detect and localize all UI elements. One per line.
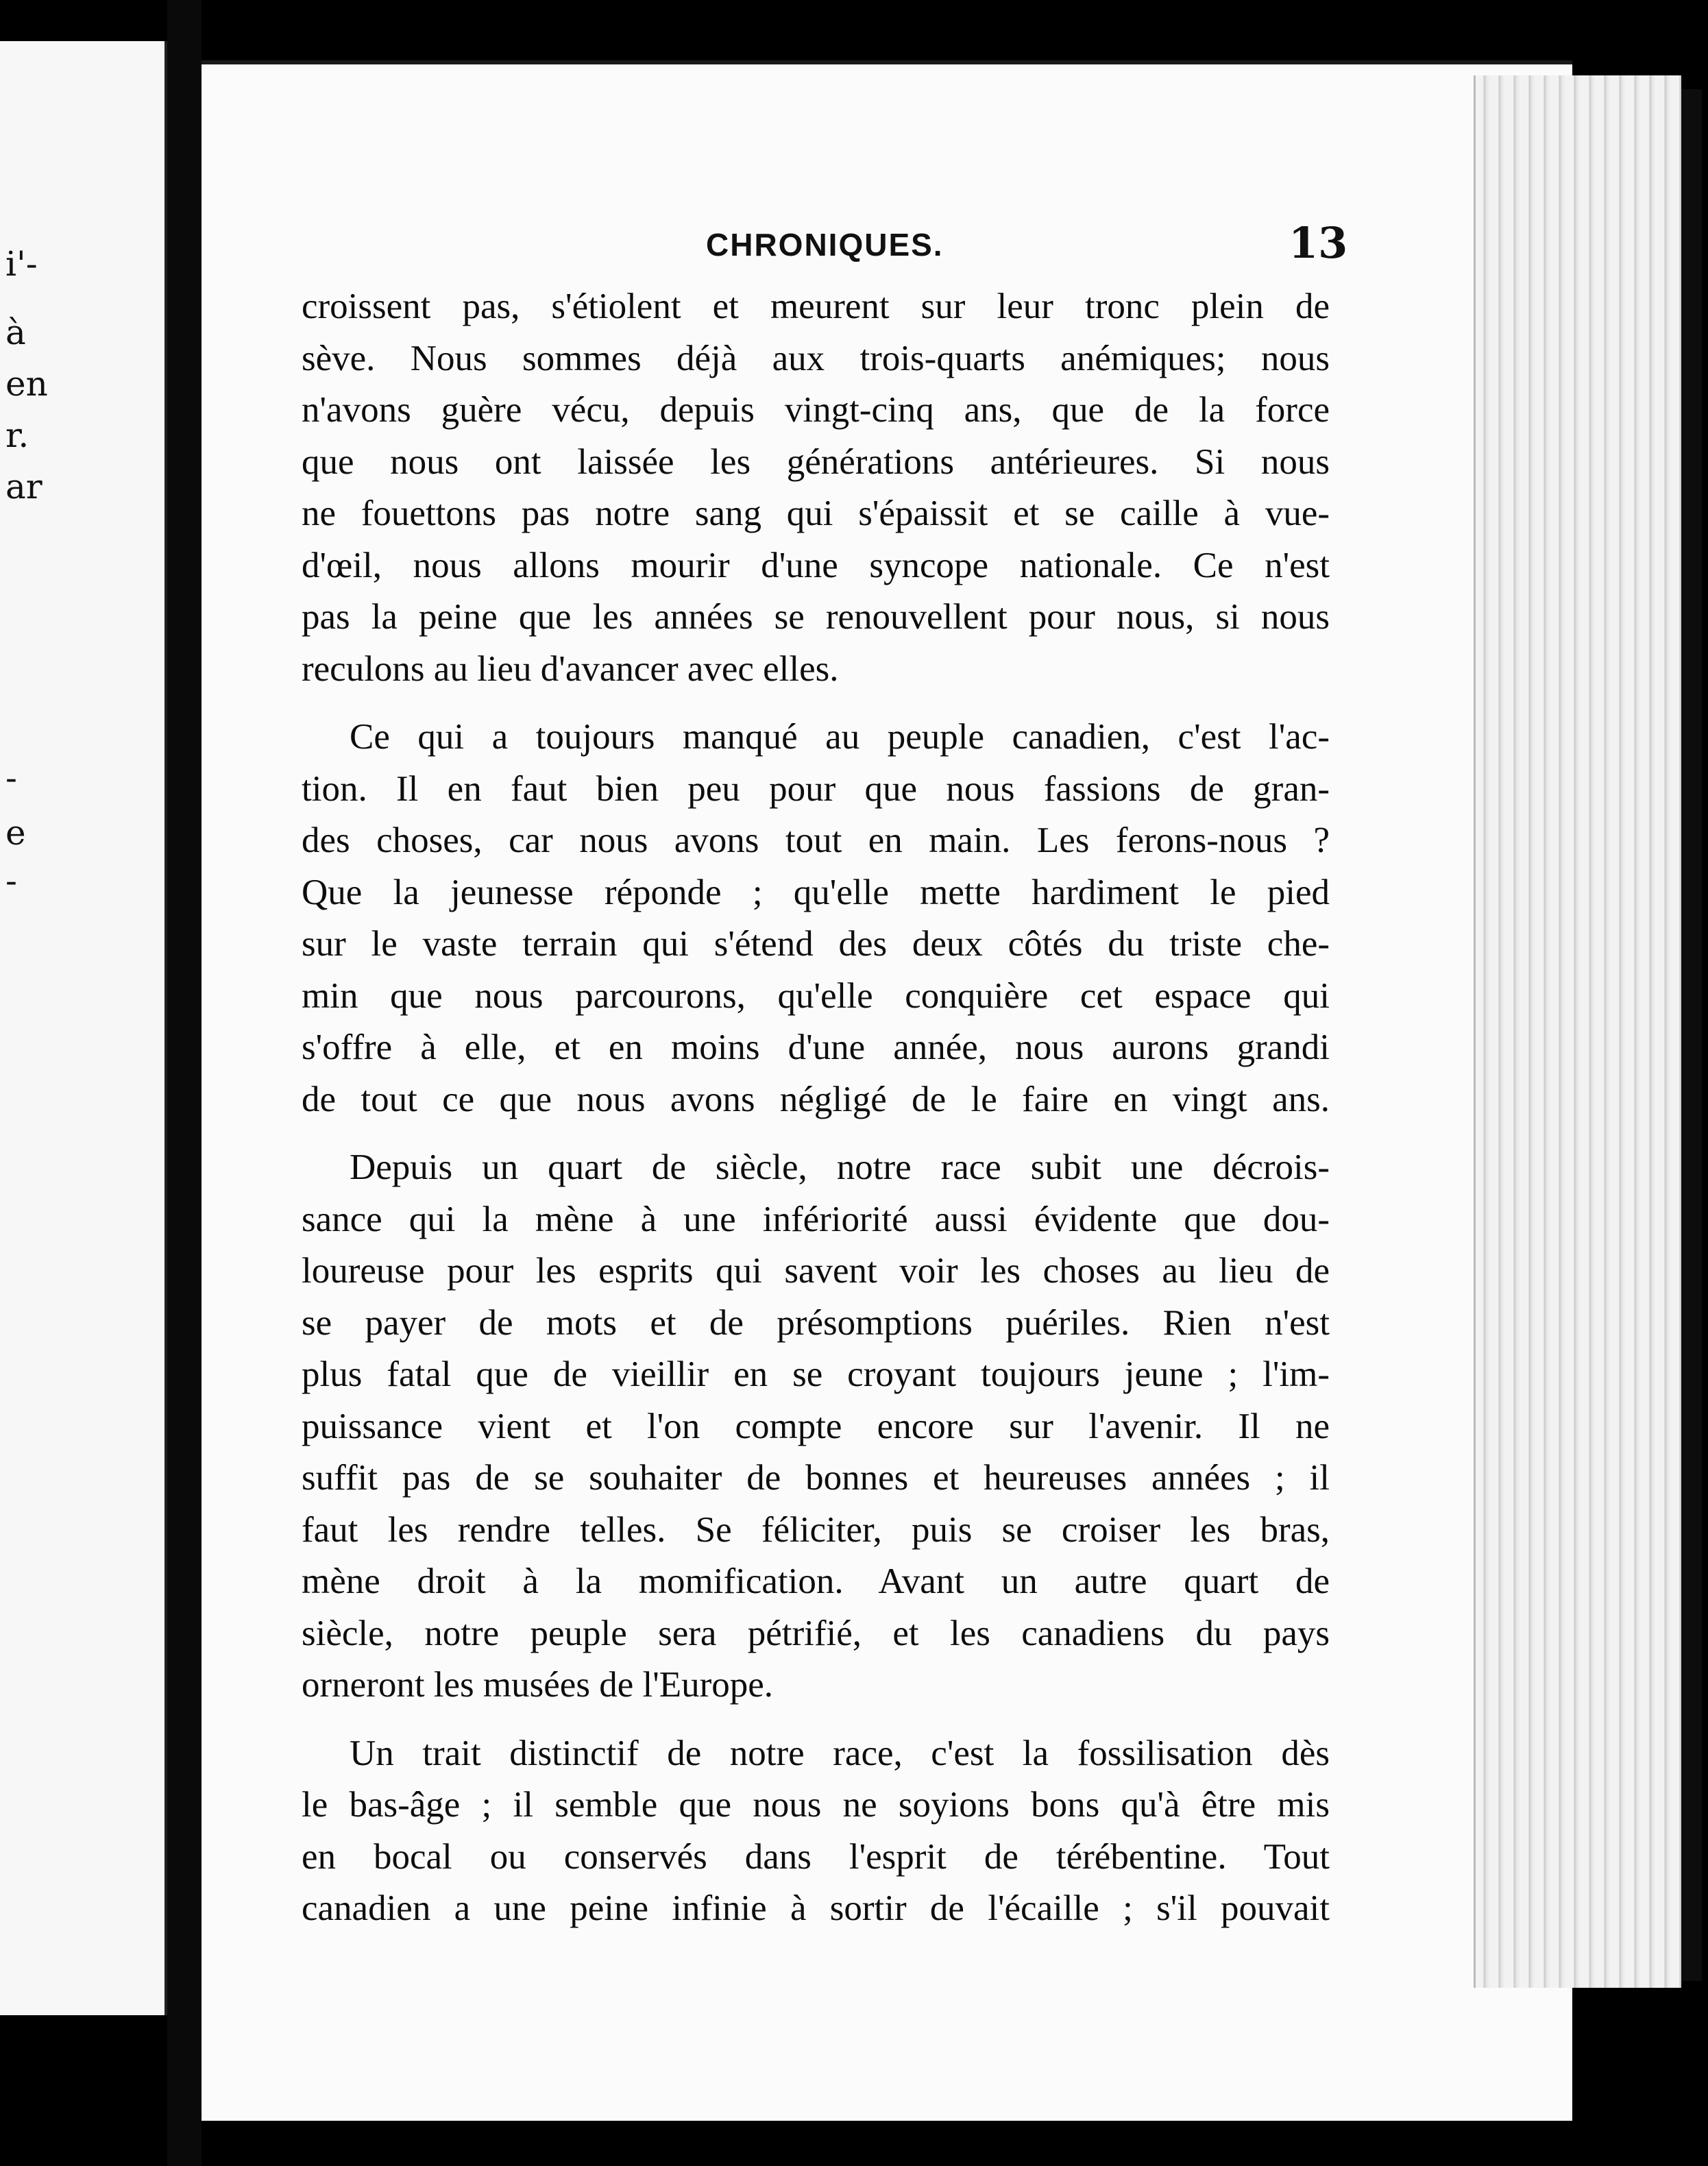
text-line: croissent pas, s'étiolent et meurent sur leur tronc plein de <box>302 287 1330 326</box>
text-line: Ce qui a toujours manqué au peuple canadien, c'est l'ac- <box>350 717 1330 757</box>
text-line: pas la peine que les années se renouvellent pour nous, si nous <box>302 597 1330 637</box>
text-line: en bocal ou conservés dans l'esprit de térébentine. Tout <box>302 1836 1330 1877</box>
text-line: plus fatal que de vieillir en se croyant toujours jeune ; l'im- <box>302 1354 1330 1394</box>
paragraph-1 <box>302 281 1330 695</box>
text-line: Que la jeunesse réponde ; qu'elle mette hardiment le pied <box>302 872 1330 912</box>
text-line: que nous ont laissée les générations antérieures. Si nous <box>302 441 1330 482</box>
facing-page-fragment: i'- <box>5 244 38 284</box>
facing-page <box>0 41 167 2015</box>
facing-page-fragment: ar <box>5 467 42 507</box>
text-line: d'œil, nous allons mourir d'une syncope nationale. Ce n'est <box>302 545 1330 585</box>
book-gutter <box>167 0 202 2166</box>
text-line: min que nous parcourons, qu'elle conquière cet espace qui <box>302 975 1330 1016</box>
text-line: loureuse pour les esprits qui savent voir les choses au lieu de <box>302 1251 1330 1291</box>
text-line: suffit pas de se souhaiter de bonnes et heureuses années ; il <box>302 1458 1330 1498</box>
running-head: CHRONIQUES. <box>706 227 944 263</box>
facing-page-fragment: e <box>5 813 26 853</box>
text-line: sève. Nous sommes déjà aux trois-quarts anémiques; nous <box>302 338 1330 378</box>
text-line: n'avons guère vécu, depuis vingt-cinq ans, que de la force <box>302 390 1330 430</box>
paragraph-2 <box>302 711 1330 1125</box>
paragraph-3 <box>302 1142 1330 1712</box>
page-edges <box>1474 75 1681 1988</box>
text-line: tion. Il en faut bien peu pour que nous fassions de gran- <box>302 768 1330 809</box>
text-line: de tout ce que nous avons négligé de le faire en vingt ans. <box>302 1079 1330 1119</box>
body-text <box>302 281 1330 1951</box>
text-line: ne fouettons pas notre sang qui s'épaissit et se caille à vue- <box>302 494 1330 533</box>
text-line: s'offre à elle, et en moins d'une année, nous aurons grandi <box>302 1027 1330 1067</box>
text-line: orneront les musées de l'Europe. <box>302 1665 774 1705</box>
facing-page-fragment: à <box>5 313 26 352</box>
facing-page-fragment: - <box>5 758 17 798</box>
text-line: canadien a une peine infinie à sortir de l'écaille ; s'il pouvait <box>302 1888 1330 1928</box>
text-line: se payer de mots et de présomptions puériles. Rien n'est <box>302 1302 1330 1343</box>
text-line: reculons au lieu d'avancer avec elles. <box>302 648 839 689</box>
text-line: sur le vaste terrain qui s'étend des deux côtés du triste che- <box>302 924 1330 964</box>
text-line: sance qui la mène à une infériorité aussi évidente que dou- <box>302 1199 1330 1239</box>
text-line: puissance vient et l'on compte encore sur l'avenir. Il ne <box>302 1406 1330 1446</box>
page-number: 13 <box>1289 218 1348 268</box>
paragraph-4 <box>302 1728 1330 1935</box>
facing-page-fragment: en <box>5 364 48 404</box>
text-line: siècle, notre peuple sera pétrifié, et les canadiens du pays <box>302 1613 1330 1653</box>
text-line: Depuis un quart de siècle, notre race subit une décrois- <box>350 1147 1330 1187</box>
text-line: mène droit à la momification. Avant un autre quart de <box>302 1561 1330 1601</box>
text-line: faut les rendre telles. Se féliciter, puis se croiser les bras, <box>302 1509 1330 1550</box>
text-line: des choses, car nous avons tout en main. Les ferons-nous ? <box>302 820 1330 860</box>
facing-page-fragment: r. <box>5 415 29 455</box>
facing-page-fragment: - <box>5 861 17 901</box>
text-line: Un trait distinctif de notre race, c'est la fossilisation dès <box>350 1733 1330 1773</box>
text-line: le bas-âge ; il semble que nous ne soyions bons qu'à être mis <box>302 1785 1330 1825</box>
